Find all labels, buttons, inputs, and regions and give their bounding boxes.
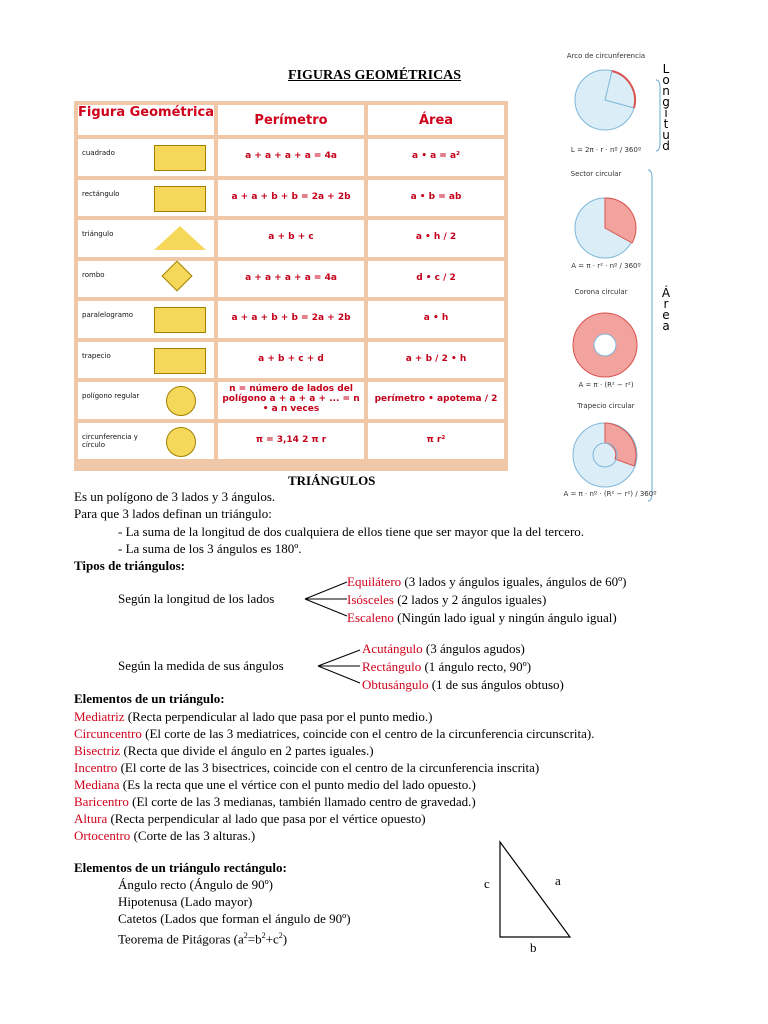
term-description: (3 ángulos agudos) xyxy=(422,641,525,656)
term-description: (Recta que divide el ángulo en 2 partes iguales.) xyxy=(120,743,374,758)
label-a: a xyxy=(555,873,561,888)
shape-name: triángulo xyxy=(82,230,114,238)
table-cell xyxy=(368,382,504,419)
area-formula: a • h / 2 xyxy=(415,232,457,242)
perimeter-formula: n = número de lados del polígono a + a + a + ... = n • a n veces xyxy=(222,384,360,414)
perimeter-formula: a + a + b + b = 2a + 2b xyxy=(231,191,351,202)
table-cell xyxy=(218,301,364,338)
elemento-item xyxy=(74,709,432,725)
table-cell xyxy=(78,382,214,419)
shape-name: trapecio xyxy=(82,351,111,360)
lados-item xyxy=(347,574,627,590)
table-header-cell xyxy=(368,105,504,135)
trapecio-label: Trapecio circular xyxy=(577,402,635,410)
term-description: (El corte de las 3 medianas, también llamado centro de gravedad.) xyxy=(128,794,476,809)
vertical-letter: d xyxy=(662,139,670,153)
area-formula: perímetro • apotema / 2 xyxy=(374,394,498,404)
area-formula: a • h xyxy=(423,313,449,323)
rule-1: - La suma de la longitud de dos cualquiera de ellos tiene que ser mayor que la del tercero. xyxy=(118,524,585,539)
vertical-letter: o xyxy=(662,73,670,87)
term-description: (El corte de las 3 mediatrices, coincide con el centro de la circunferencia circunscrita). xyxy=(141,726,595,741)
triangulos-heading: TRIÁNGULOS xyxy=(288,473,376,488)
vertical-letter: a xyxy=(662,319,670,333)
arc-label: Arco de circunferencia xyxy=(566,52,646,60)
corona-label: Corona circular xyxy=(574,288,628,296)
table-cell xyxy=(78,261,214,298)
elemento-item xyxy=(74,743,374,759)
table-cell xyxy=(368,342,504,379)
table-cell xyxy=(78,423,214,460)
vertical-letter: t xyxy=(663,117,669,131)
table-cell xyxy=(218,382,364,419)
longitud-vertical-label xyxy=(660,64,672,152)
term-name: Acutángulo xyxy=(362,641,423,656)
table-cell xyxy=(78,220,214,257)
page-title: FIGURAS GEOMÉTRICAS xyxy=(288,68,462,83)
vertical-letter: L xyxy=(662,62,670,76)
table-cell xyxy=(368,220,504,257)
table-cell xyxy=(368,261,504,298)
corona-formula: A = π · (R² − r²) xyxy=(578,381,634,389)
term-description: (Es la recta que une el vértice con el punto medio del lado opuesto.) xyxy=(119,777,476,792)
lados-label: Según la longitud de los lados xyxy=(118,591,275,606)
vertical-letter: Á xyxy=(661,286,671,300)
term-description: (3 lados y ángulos iguales, ángulos de 60º) xyxy=(401,574,627,589)
right-triangle-diagram xyxy=(490,836,580,946)
lados-brace xyxy=(303,580,349,620)
angulos-item xyxy=(362,641,525,657)
table-cell xyxy=(78,139,214,176)
table-cell xyxy=(218,342,364,379)
term-name: Baricentro xyxy=(74,794,129,809)
table-cell xyxy=(368,423,504,460)
term-description: (Corte de las 3 alturas.) xyxy=(130,828,256,843)
term-description: (El corte de las 3 bisectrices, coincide con el centro de la circunferencia inscrita) xyxy=(117,760,540,775)
term-name: Obtusángulo xyxy=(362,677,429,692)
header-area: Área xyxy=(418,113,454,128)
vertical-letter: g xyxy=(662,95,670,109)
intro-1: Es un polígono de 3 lados y 3 ángulos. xyxy=(74,489,276,504)
elemento-item xyxy=(74,828,255,844)
angulos-brace xyxy=(316,648,362,688)
table-cell xyxy=(218,423,364,460)
term-name: Mediana xyxy=(74,777,120,792)
circle-figures xyxy=(560,48,672,518)
area-formula: a • a = a² xyxy=(412,151,460,161)
term-name: Equilátero xyxy=(347,574,402,589)
table-cell xyxy=(78,301,214,338)
elementos-heading: Elementos de un triángulo: xyxy=(74,691,225,706)
header-perimetro: Perímetro xyxy=(254,113,328,128)
elemento-item xyxy=(74,794,476,810)
term-name: Rectángulo xyxy=(362,659,422,674)
formula-table xyxy=(74,101,508,471)
perimeter-formula: π = 3,14 2 π r xyxy=(255,434,327,445)
shape-name: paralelogramo xyxy=(82,311,134,319)
elemento-item xyxy=(74,777,476,793)
sector-formula: A = π · r² · nº / 360º xyxy=(571,262,641,270)
vertical-letter: u xyxy=(662,128,670,142)
term-name: Escaleno xyxy=(347,610,394,625)
rect-item: Ángulo recto (Ángulo de 90º) xyxy=(118,877,273,892)
table-cell xyxy=(78,180,214,217)
angulos-label: Según la medida de sus ángulos xyxy=(118,658,284,673)
vertical-letter: e xyxy=(662,308,670,322)
header-figura: Figura Geométrica xyxy=(78,105,214,120)
rect-item: Catetos (Lados que forman el ángulo de 90º) xyxy=(118,911,351,926)
arc-formula: L = 2π · r · nº / 360º xyxy=(570,146,642,154)
shape-figure xyxy=(161,260,192,291)
angulos-item xyxy=(362,659,531,675)
term-description: (1 de sus ángulos obtuso) xyxy=(428,677,564,692)
perimeter-formula: a + b + c xyxy=(268,232,314,242)
term-name: Altura xyxy=(74,811,108,826)
table-cell xyxy=(368,139,504,176)
area-vertical-label xyxy=(660,288,672,332)
table-cell xyxy=(368,301,504,338)
area-formula: π r² xyxy=(426,434,446,445)
shape-name: circunferencia y círculo xyxy=(82,432,138,449)
area-formula: a + b / 2 • h xyxy=(405,353,467,364)
term-name: Mediatriz xyxy=(74,709,125,724)
term-name: Bisectriz xyxy=(74,743,121,758)
area-formula: a • b = ab xyxy=(410,191,462,202)
term-description: (2 lados y 2 ángulos iguales) xyxy=(393,592,547,607)
term-name: Ortocentro xyxy=(74,828,131,843)
vertical-letter: i xyxy=(664,106,668,120)
perimeter-formula: a + b + c + d xyxy=(258,353,324,364)
table-cell xyxy=(218,261,364,298)
table-header-cell xyxy=(218,105,364,135)
intro-2: Para que 3 lados definan un triángulo: xyxy=(74,506,272,521)
rule-2: - La suma de los 3 ángulos es 180º. xyxy=(118,541,302,556)
shape-name: rectángulo xyxy=(82,189,120,198)
vertical-letter: n xyxy=(662,84,670,98)
lados-item xyxy=(347,610,617,626)
shape-figure xyxy=(154,226,206,250)
perimeter-formula: a + a + a + a = 4a xyxy=(245,272,337,283)
shape-figure xyxy=(154,186,206,212)
perimeter-formula: a + a + a + a = 4a xyxy=(245,151,337,161)
shape-name: rombo xyxy=(82,270,105,279)
label-b: b xyxy=(530,940,537,955)
sector-label: Sector circular xyxy=(570,170,622,178)
vertical-letter: r xyxy=(663,297,669,311)
angulos-item xyxy=(362,677,564,693)
shape-figure xyxy=(154,145,206,171)
area-formula: d • c / 2 xyxy=(416,272,456,283)
table-cell xyxy=(368,180,504,217)
table-header-cell xyxy=(78,105,214,135)
table-cell xyxy=(218,139,364,176)
table-cell xyxy=(218,180,364,217)
shape-figure xyxy=(166,386,196,416)
lados-item xyxy=(347,592,546,608)
elemento-item xyxy=(74,726,594,742)
label-c: c xyxy=(484,876,490,891)
perimeter-formula: a + a + b + b = 2a + 2b xyxy=(231,313,351,323)
elemento-item xyxy=(74,811,426,827)
term-description: (1 ángulo recto, 90º) xyxy=(421,659,532,674)
table-cell xyxy=(218,220,364,257)
term-name: Isósceles xyxy=(347,592,394,607)
elemento-item xyxy=(74,760,539,776)
term-description: (Recta perpendicular al lado que pasa por el punto medio.) xyxy=(124,709,433,724)
rect-heading: Elementos de un triángulo rectángulo: xyxy=(74,860,287,875)
shape-figure xyxy=(166,427,196,457)
shape-figure xyxy=(154,307,206,333)
rect-item: Hipotenusa (Lado mayor) xyxy=(118,894,253,909)
shape-name: polígono regular xyxy=(82,392,140,400)
pitagoras: Teorema de Pitágoras $(a^2=b^2+c^2)$ xyxy=(118,931,288,947)
shape-figure xyxy=(154,348,206,374)
tipos-heading: Tipos de triángulos: xyxy=(74,558,186,573)
term-name: Circuncentro xyxy=(74,726,142,741)
table-cell xyxy=(78,342,214,379)
term-description: (Ningún lado igual y ningún ángulo igual) xyxy=(393,610,617,625)
term-description: (Recta perpendicular al lado que pasa por el vértice opuesto) xyxy=(107,811,426,826)
shape-name: cuadrado xyxy=(82,149,115,157)
term-name: Incentro xyxy=(74,760,118,775)
trapecio-formula: A = π · nº · (R² − r²) / 360º xyxy=(563,490,657,498)
